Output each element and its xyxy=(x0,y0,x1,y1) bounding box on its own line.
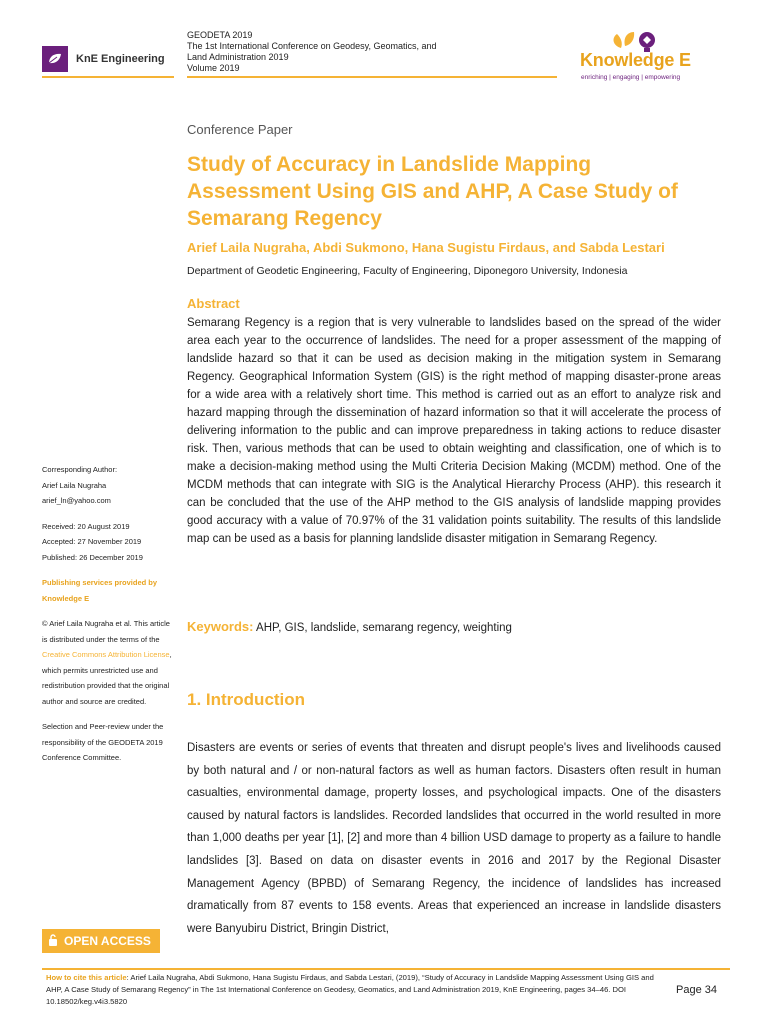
license-prefix: © Arief Laila Nugraha et al. This article is distributed under the terms of the xyxy=(42,619,170,644)
dates-block xyxy=(42,519,174,566)
keywords xyxy=(187,619,512,634)
received-date: Received: 20 August 2019 xyxy=(42,521,130,531)
publishing-services-name[interactable]: Knowledge E xyxy=(42,593,90,603)
publisher-tagline: enriching | engaging | empowering xyxy=(581,74,681,81)
accepted-date: Accepted: 27 November 2019 xyxy=(42,537,142,546)
introduction-heading: 1. Introduction xyxy=(187,690,306,709)
kne-logo-icon xyxy=(42,46,68,72)
license-suffix: , which permits unrestricted use and redistribution provided that the original author and source are credited. xyxy=(42,650,172,706)
corresponding-author-block xyxy=(42,462,174,509)
publisher-name: Knowledge E xyxy=(580,50,691,70)
introduction-text: Disasters are events or series of events that threaten and disrupt people's lives and livelihoods caused by both natural and / or non-natural factors as well as human factors. Disasters often result in human casualties, environmental damage, property losses, and psychological impacts. One of the disasters caused by natural factors is landslides. Recorded landslides that occurred in the world resulted in more than 1,000 deaths per year [1], [2] and more than 4 billion USD damage to property as a failure to handle landslides [3]. Based on data on disaster events in 2016 and 2017 by the Regional Disaster Management Agency (BPBD) of Semarang Regency, the incidence of landslides has increased dramatically from 87 events to 158 events. Areas that experienced an increase in landslide disasters were Banyubiru District, Bringin District, xyxy=(187,742,721,935)
license-block xyxy=(42,616,174,709)
conference-info xyxy=(187,30,487,74)
abstract-heading: Abstract xyxy=(187,296,240,311)
open-lock-icon xyxy=(48,934,58,949)
abstract-text: Semarang Regency is a region that is very vulnerable to landslides based on the spread of the wider area each year to the occurrence of landslides. The need for a proper assessment of the mapping of landslide hazard so that it can be used as decision making in the mitigation system in Semarang Regency. Geographical Information System (GIS) is the right method of mapping disaster-prone areas for a wide area with a relatively short time. This method is carried out as an effort to analyze risk and hazard mapping through the dissemination of hazard information so that it will accelerate the process of delivering information to the public and can improve preparedness in taking actions to reduce disaster risk. Then, various methods that can be used to obtain weighting and classification, one of which is to make a decision-making method using the Multi Criteria Decision Making (MCDM) method. One of the MCDM methods that can integrate with SIG is the Analytical Hierarchy Process (AHP). this research it can be concluded that the use of the AHP method to the GIS analysis of landslide mapping provides good accuracy with a value of 70.97% of the 31 validation points suitability. The results of this landslide map can be used as a basis for planning landslide disaster mitigation in Semarang Regency. xyxy=(187,317,721,545)
paper-type: Conference Paper xyxy=(187,122,293,137)
header-divider-mid xyxy=(187,76,557,78)
corresponding-author-email[interactable]: arief_ln@yahoo.com xyxy=(42,496,111,505)
conference-name: GEODETA 2019 xyxy=(187,30,253,40)
conference-full-title: The 1st International Conference on Geodesy, Geomatics, and xyxy=(187,41,437,51)
published-date: Published: 26 December 2019 xyxy=(42,552,143,562)
citation-body: : Arief Laila Nugraha, Abdi Sukmono, Hana Sugistu Firdaus, and Sabda Lestari, (2019), “Study of Accuracy in Landslide Mapping Assessment Using GIS and AHP, A Case Study of Semarang Regency” in The 1st International Conference on Geodesy, Geomatics, and Land Administration 2019, KnE Engineering, pages 34–46. DOI 10.18502/keg.v4i3.5820 xyxy=(46,973,654,1006)
open-access-label: OPEN ACCESS xyxy=(64,934,151,948)
article-sidebar xyxy=(42,462,174,776)
conference-volume: Volume 2019 xyxy=(187,63,240,73)
author-affiliation: Department of Geodetic Engineering, Faculty of Engineering, Diponegoro University, Indonesia xyxy=(187,265,628,277)
publisher-logo xyxy=(577,26,727,86)
publishing-services-label: Publishing services provided by xyxy=(42,578,158,587)
license-link[interactable]: Creative Commons Attribution License xyxy=(42,650,170,659)
paper-authors: Arief Laila Nugraha, Abdi Sukmono, Hana Sugistu Firdaus, and Sabda Lestari xyxy=(187,240,665,255)
paper-title: Study of Accuracy in Landslide Mapping Assessment Using GIS and AHP, A Case Study of Semarang Regency xyxy=(187,153,678,230)
journal-brand: KnE Engineering xyxy=(76,53,165,65)
open-access-badge xyxy=(42,929,160,953)
corresponding-author-label: Corresponding Author: xyxy=(42,465,118,474)
peer-review-block: Selection and Peer-review under the responsibility of the GEODETA 2019 Conference Committee. xyxy=(42,722,164,762)
keywords-text: AHP, GIS, landslide, semarang regency, weighting xyxy=(256,622,512,634)
header-divider-left xyxy=(42,76,174,78)
citation-text xyxy=(46,972,666,1008)
corresponding-author-name: Arief Laila Nugraha xyxy=(42,480,107,490)
citation-label: How to cite this article xyxy=(46,973,127,982)
keywords-label: Keywords: xyxy=(187,619,254,634)
conference-full-title-cont: Land Administration 2019 xyxy=(187,52,289,62)
publishing-services-block xyxy=(42,575,174,606)
page-number: Page 34 xyxy=(676,984,717,996)
footer-divider xyxy=(42,968,730,970)
